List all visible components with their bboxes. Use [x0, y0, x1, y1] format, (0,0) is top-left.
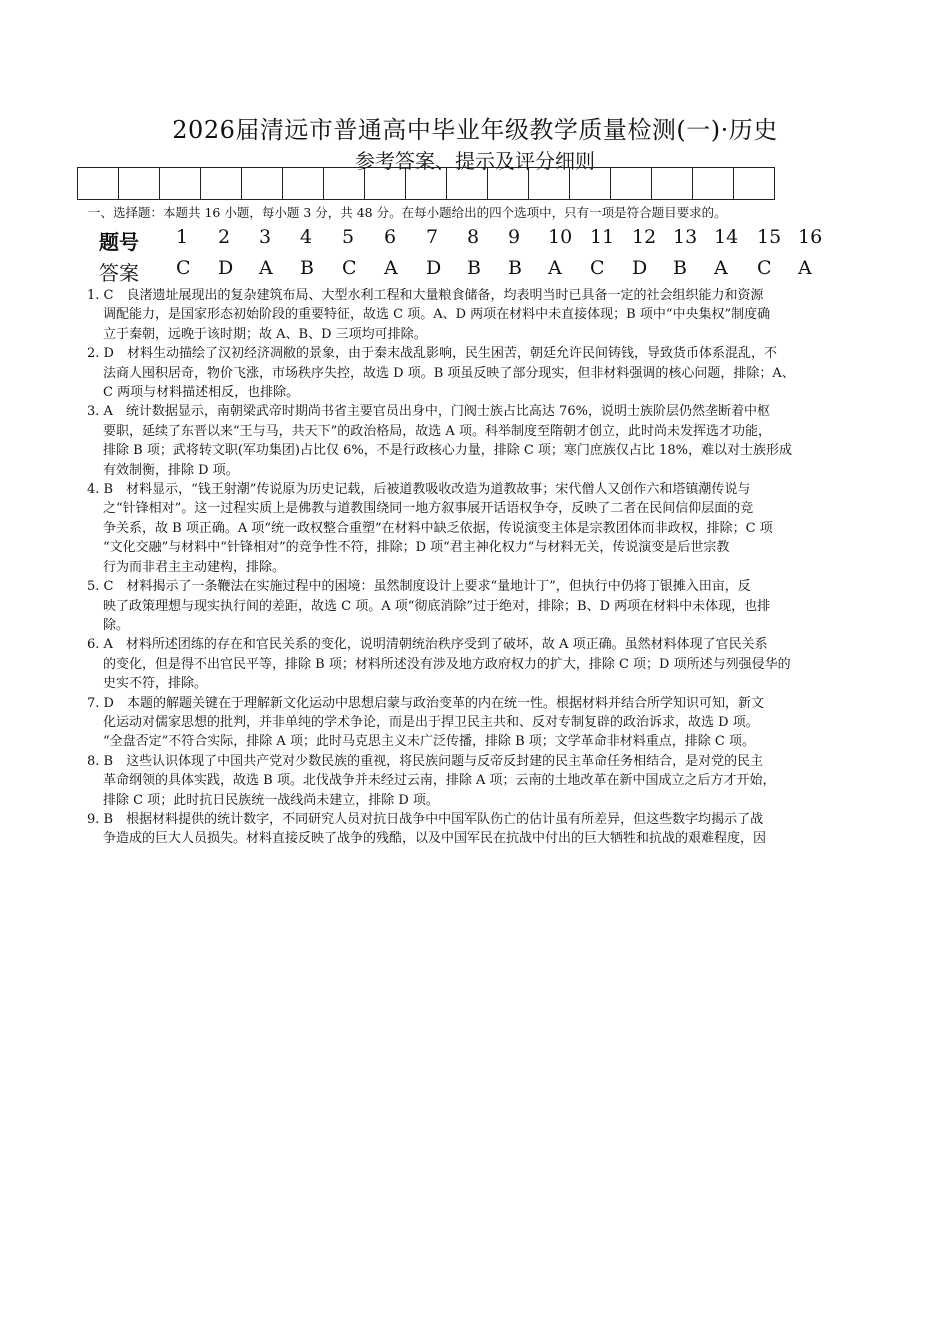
explanation-line: 6. A 材料所述团练的存在和官民关系的变化，说明清朝统治秩序受到了破坏，故 A 项正确。虽然材料体现了官民关系: [87, 637, 768, 653]
answer-letter: A: [548, 257, 562, 279]
explanation-line: 争关系，故 B 项正确。A 项“统一政权整合重塑”在材料中缺乏依据，传说演变主体是宗教团体而非政权，排除；C 项: [103, 520, 773, 536]
explanation-line: 要职，延续了东晋以来“王与马，共天下”的政治格局，故选 A 项。科举制度至隋朝才创立，此时尚未发挥选才功能，: [103, 423, 771, 439]
explanation-line: C 两项与材料描述相反，也排除。: [103, 385, 300, 401]
explanation-line: 排除 C 项；此时抗日民族统一战线尚未建立，排除 D 项。: [103, 792, 439, 808]
answer-letter: B: [467, 257, 481, 279]
question-explanation: [87, 402, 867, 480]
explanation-line: 立于秦朝，远晚于该时期；故 A、B、D 三项均可排除。: [103, 326, 427, 342]
question-explanation: [87, 694, 867, 752]
question-number: 3: [259, 226, 272, 248]
question-number: 10: [548, 226, 573, 248]
answer-letter: A: [798, 257, 812, 279]
answer-letter: C: [757, 257, 772, 279]
question-number: 5: [342, 226, 355, 248]
explanation-line: 7. D 本题的解题关键在于理解新文化运动中思想启蒙与政治变革的内在统一性。根据材料并结合所学知识可知，新文: [87, 695, 764, 711]
explanation-line: 8. B 这些认识体现了中国共产党对少数民族的重视，将民族问题与反帝反封建的民主革命任务相结合，是对党的民主: [87, 753, 764, 769]
grid-cell: [652, 168, 693, 200]
answer-letter: A: [714, 257, 728, 279]
answer-letter: D: [632, 257, 648, 279]
page-title: 2026届清远市普通高中毕业年级教学质量检测(一)·历史: [172, 116, 778, 144]
question-number: 1: [176, 226, 189, 248]
explanation-line: 5. C 材料揭示了一条鞭法在实施过程中的困境：虽然制度设计上要求“量地计丁”，但执行中仍将丁银摊入田亩，反: [87, 579, 751, 595]
explanation-line: 3. A 统计数据显示，南朝梁武帝时期尚书省主要官员出身中，门阀士族占比高达 76%，说明士族阶层仍然垄断着中枢: [87, 404, 770, 420]
grid-cell: [365, 168, 406, 200]
question-number: 4: [300, 226, 313, 248]
grid-cell: [242, 168, 283, 200]
question-number: 13: [673, 226, 698, 248]
explanation-line: 2. D 材料生动描绘了汉初经济凋敝的景象，由于秦末战乱影响，民生困苦，朝廷允许民间铸钱，导致货币体系混乱，不: [87, 346, 777, 362]
grid-cell: [693, 168, 734, 200]
explanation-line: 行为而非君主主动建构，排除。: [103, 559, 286, 575]
answer-letter: D: [218, 257, 234, 279]
explanation-line: 9. B 根据材料提供的统计数字，不同研究人员对抗日战争中中国军队伤亡的估计虽有所差异，但这些数字均揭示了战: [87, 811, 764, 827]
explanation-line: 争造成的巨大人员损失。材料直接反映了战争的残酷，以及中国军民在抗战中付出的巨大牺牲和抗战的艰难程度，因: [103, 831, 767, 847]
explanation-line: 排除 B 项；武将转文职(军功集团)占比仅 6%，不是行政核心力量，排除 C 项；寒门庶族仅占比 18%，难以对士族形成: [103, 443, 792, 459]
grid-cell: [570, 168, 611, 200]
blank-score-grid: [77, 167, 775, 200]
explanation-line: 有效制衡，排除 D 项。: [103, 462, 239, 478]
question-number: 15: [757, 226, 782, 248]
grid-cell: [324, 168, 365, 200]
question-explanation: [87, 635, 867, 693]
answer-row-label: 答案: [99, 261, 139, 285]
explanation-line: 史实不符，排除。: [103, 676, 208, 692]
explanation-line: 映了政策理想与现实执行间的差距，故选 C 项。A 项“彻底消除”过于绝对，排除；B、D 两项在材料中未体现，也排: [103, 598, 771, 614]
answer-letter: A: [259, 257, 273, 279]
question-explanation: [87, 286, 867, 344]
answer-letter: B: [300, 257, 314, 279]
explanation-line: 调配能力，是国家形态初始阶段的重要特征，故选 C 项。A、D 两项在材料中未直接体现；B 项中“中央集权”制度确: [103, 307, 771, 323]
question-explanation: [87, 577, 867, 635]
explanation-line: 的变化，但是得不出官民平等，排除 B 项；材料所述没有涉及地方政府权力的扩大，排除 C 项；D 项所述与列强侵华的: [103, 656, 791, 672]
question-explanation: [87, 344, 867, 402]
question-explanation: [87, 810, 867, 849]
answer-letter: B: [673, 257, 687, 279]
question-number: 2: [218, 226, 231, 248]
grid-cell: [201, 168, 242, 200]
answer-letter: D: [426, 257, 442, 279]
explanations: [87, 286, 867, 849]
grid-cell: [160, 168, 201, 200]
answer-letter: C: [342, 257, 357, 279]
explanation-line: 法商人囤积居奇，物价飞涨，市场秩序失控，故选 D 项。B 项虽反映了部分现实，但非材料强调的核心问题，排除；A、: [103, 365, 795, 381]
number-row-label: 题号: [99, 230, 139, 254]
explanation-line: 4. B 材料显示，“钱王射潮”传说原为历史记载，后被道教吸收改造为道教故事；宋代僧人又创作六和塔镇潮传说与: [87, 482, 751, 498]
question-number: 6: [384, 226, 397, 248]
question-number: 11: [590, 226, 615, 248]
question-number: 9: [508, 226, 521, 248]
question-explanation: [87, 480, 867, 577]
grid-cell: [734, 168, 775, 200]
explanation-line: “文化交融”与材料中“针锋相对”的竞争性不符，排除；D 项“君主神化权力”与材料无关，传说演变是后世宗教: [103, 540, 730, 556]
answer-letter: C: [176, 257, 191, 279]
question-number: 12: [632, 226, 657, 248]
explanation-line: 除。: [103, 617, 130, 633]
explanation-line: 之“针锋相对”。这一过程实质上是佛教与道教围绕同一地方叙事展开话语权争夺，反映了二者在民间信仰层面的竞: [103, 501, 754, 517]
grid-cell: [447, 168, 488, 200]
explanation-line: 革命纲领的具体实践，故选 B 项。北伐战争并未经过云南，排除 A 项；云南的土地改革在新中国成立之后方才开始，: [103, 773, 776, 789]
grid-cell: [119, 168, 160, 200]
explanation-line: 1. C 良渚遗址展现出的复杂建筑布局、大型水利工程和大量粮食储备，均表明当时已具备一定的社会组织能力和资源: [87, 288, 764, 303]
grid-cell: [488, 168, 529, 200]
grid-cell: [406, 168, 447, 200]
question-number: 16: [798, 226, 823, 248]
grid-cell: [529, 168, 570, 200]
grid-cell: [611, 168, 652, 200]
explanation-line: 化运动对儒家思想的批判，并非单纯的学术争论，而是出于捍卫民主共和、反对专制复辟的政治诉求，故选 D 项。: [103, 714, 759, 730]
question-number: 14: [714, 226, 739, 248]
grid-cell: [283, 168, 324, 200]
answer-letter: C: [590, 257, 605, 279]
question-number: 7: [426, 226, 439, 248]
page-subtitle: 参考答案、提示及评分细则: [355, 149, 595, 173]
answer-letter: A: [384, 257, 398, 279]
grid-cell: [78, 168, 119, 200]
answer-letter: B: [508, 257, 522, 279]
section-intro: 一、选择题：本题共 16 小题，每小题 3 分，共 48 分。在每小题给出的四个选项中，只有一项是符合题目要求的。: [88, 205, 727, 220]
explanation-line: “全盘否定”不符合实际，排除 A 项；此时马克思主义未广泛传播，排除 B 项；文学革命非材料重点，排除 C 项。: [103, 734, 755, 750]
question-explanation: [87, 752, 867, 810]
question-number: 8: [467, 226, 480, 248]
